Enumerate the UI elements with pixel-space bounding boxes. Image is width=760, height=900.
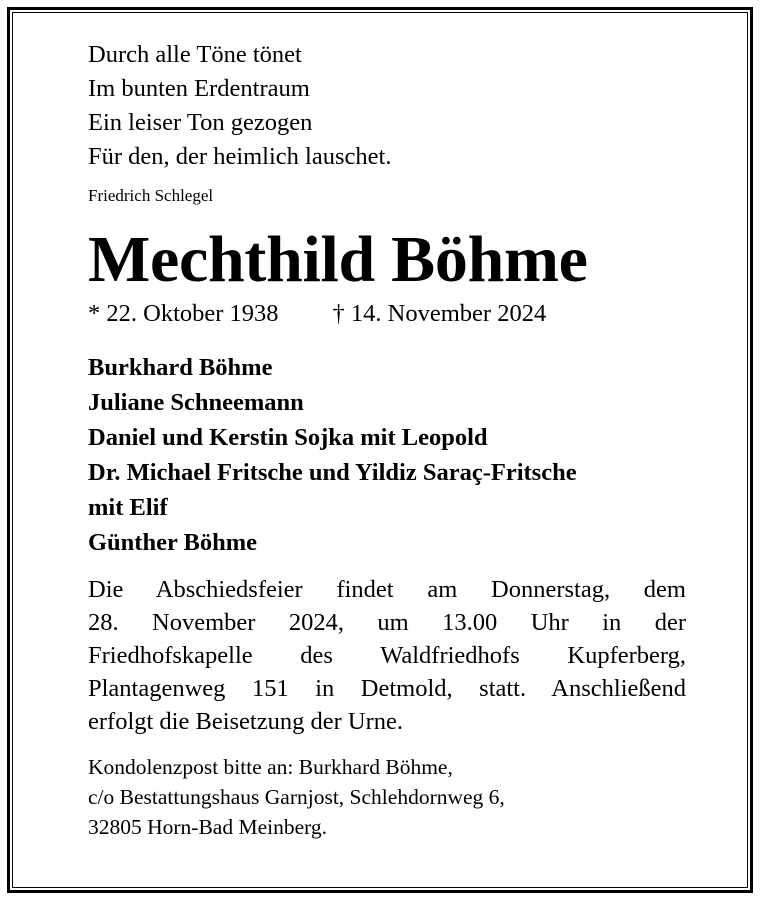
poem-line: Im bunten Erdentraum	[88, 75, 310, 102]
service-line: Friedhofskapelle des Waldfriedhofs Kupferberg,	[88, 642, 686, 669]
deceased-name: Mechthild Böhme	[88, 223, 588, 296]
poem-author: Friedrich Schlegel	[88, 186, 214, 205]
condolence-line: 32805 Horn-Bad Meinberg.	[88, 815, 328, 839]
life-dates	[88, 299, 686, 329]
poem-line: Ein leiser Ton gezogen	[88, 109, 313, 136]
mourner: Juliane Schneemann	[88, 389, 304, 416]
poem-line: Für den, der heimlich lauschet.	[88, 143, 392, 170]
service-line: Die Abschiedsfeier findet am Donnerstag, dem	[88, 576, 686, 603]
mourner: Dr. Michael Fritsche und Yildiz Saraç-Fritsche	[88, 459, 577, 486]
mourner: Daniel und Kerstin Sojka mit Leopold	[88, 424, 488, 451]
service-line: Plantagenweg 151 in Detmold, statt. Anschließend	[88, 675, 686, 702]
poem-line: Durch alle Töne tönet	[88, 41, 302, 68]
condolence-address	[88, 752, 686, 842]
service-line: 28. November 2024, um 13.00 Uhr in der	[88, 609, 686, 636]
death-date: † 14. November 2024	[332, 300, 547, 327]
obituary-notice	[88, 38, 686, 842]
service-line: erfolgt die Beisetzung der Urne.	[88, 708, 403, 735]
condolence-line: Kondolenzpost bitte an: Burkhard Böhme,	[88, 755, 453, 779]
condolence-line: c/o Bestattungshaus Garnjost, Schlehdornweg 6,	[88, 785, 505, 809]
service-info	[88, 573, 686, 738]
mourner: Burkhard Böhme	[88, 354, 273, 381]
mourners-list	[88, 350, 686, 560]
birth-date: * 22. Oktober 1938	[88, 300, 279, 327]
mourner: mit Elif	[88, 494, 168, 521]
mourner: Günther Böhme	[88, 529, 258, 556]
poem	[88, 38, 686, 174]
